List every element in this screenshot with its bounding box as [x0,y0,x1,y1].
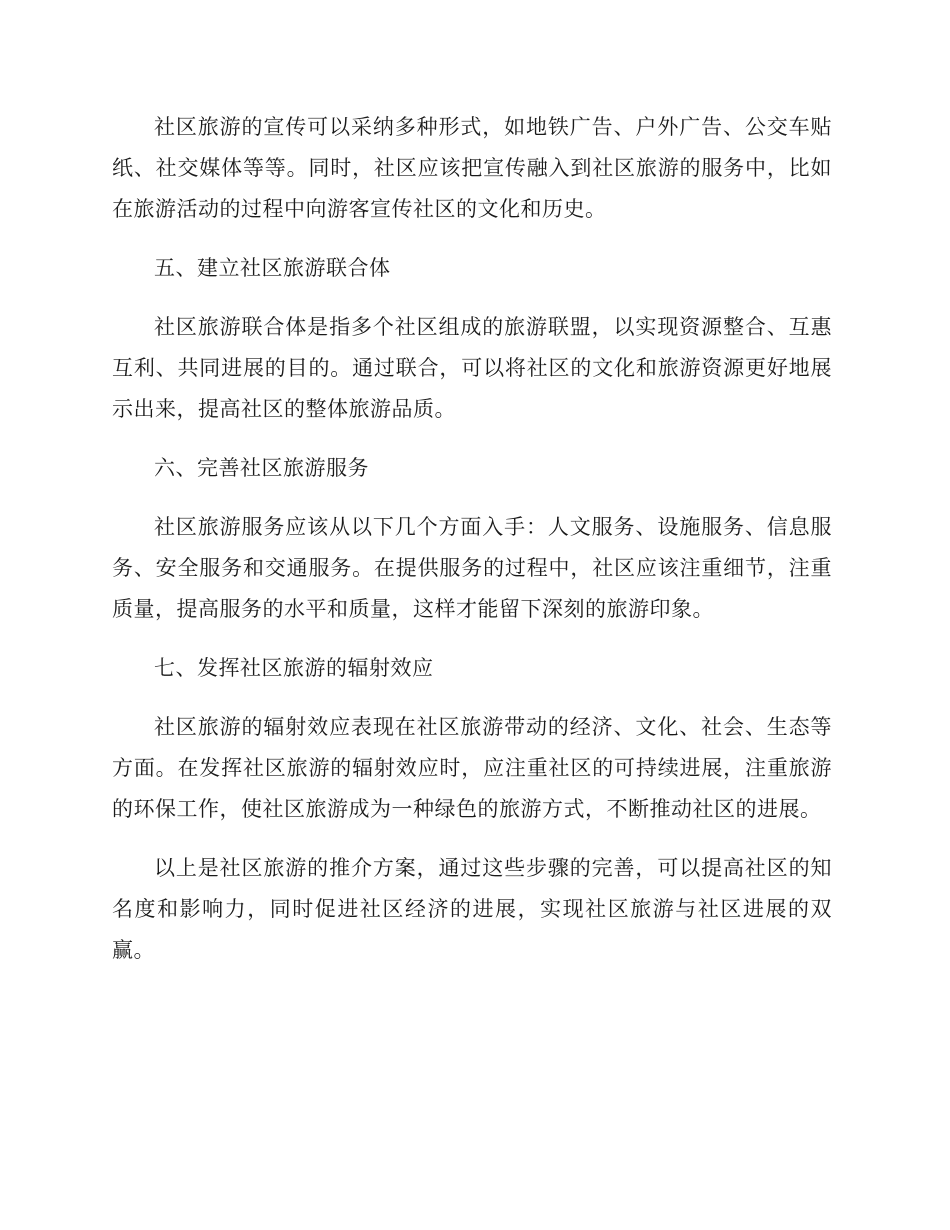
paragraph-radiation-effect: 社区旅游的辐射效应表现在社区旅游带动的经济、文化、社会、生态等方面。在发挥社区旅游的辐射效应时，应注重社区的可持续进展，注重旅游的环保工作，使社区旅游成为一种绿色的旅游方式，不断推动社区的进展。 [112,715,832,821]
heading-section-seven: 七、发挥社区旅游的辐射效应 [154,656,434,680]
heading-section-six: 六、完善社区旅游服务 [154,456,369,480]
heading-section-five: 五、建立社区旅游联合体 [154,256,391,280]
paragraph-services: 社区旅游服务应该从以下几个方面入手：人文服务、设施服务、信息服务、安全服务和交通服务。在提供服务的过程中，社区应该注重细节，注重质量，提高服务的水平和质量，这样才能留下深刻的旅游印象。 [112,515,832,621]
paragraph-promotion: 社区旅游的宣传可以采纳多种形式，如地铁广告、户外广告、公交车贴纸、社交媒体等等。同时，社区应该把宣传融入到社区旅游的服务中，比如在旅游活动的过程中向游客宣传社区的文化和历史。 [112,115,832,221]
paragraph-conclusion: 以上是社区旅游的推介方案，通过这些步骤的完善，可以提高社区的知名度和影响力，同时促进社区经济的进展，实现社区旅游与社区进展的双赢。 [112,856,832,962]
paragraph-alliance: 社区旅游联合体是指多个社区组成的旅游联盟，以实现资源整合、互惠互利、共同进展的目的。通过联合，可以将社区的文化和旅游资源更好地展示出来，提高社区的整体旅游品质。 [112,315,832,421]
